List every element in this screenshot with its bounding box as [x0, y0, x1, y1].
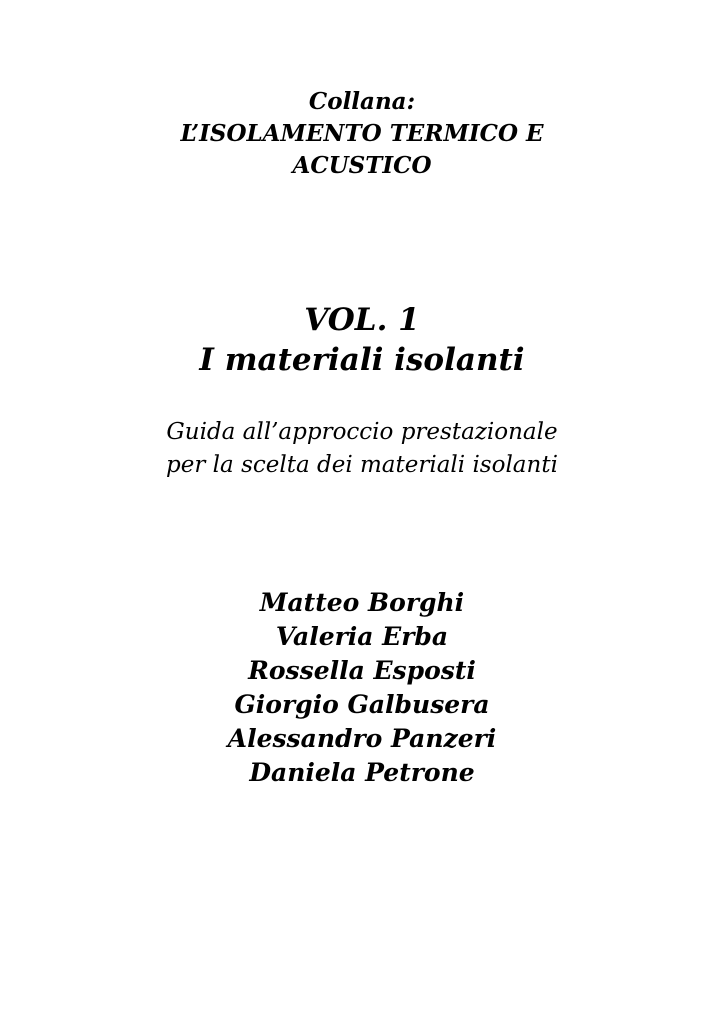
volume-title: I materiali isolanti	[199, 342, 525, 378]
author-name: Daniela Petrone	[249, 758, 475, 787]
subtitle-line-2: per la scelta dei materiali isolanti	[166, 452, 558, 478]
author-name: Matteo Borghi	[259, 588, 465, 617]
volume-heading	[0, 300, 724, 380]
volume-number: VOL. 1	[304, 302, 420, 338]
subtitle-line-1: Guida all’approccio prestazionale	[166, 419, 558, 445]
subtitle	[0, 416, 724, 482]
series-title-line-1: L’ISOLAMENTO TERMICO E	[180, 120, 544, 147]
author-name: Giorgio Galbusera	[234, 690, 490, 719]
author-list	[0, 586, 724, 790]
author-name: Alessandro Panzeri	[227, 724, 497, 753]
author-name: Valeria Erba	[275, 622, 449, 651]
series-header	[0, 86, 724, 182]
series-title-line-2: ACUSTICO	[292, 152, 432, 179]
series-label: Collana:	[308, 88, 416, 115]
author-name: Rossella Esposti	[248, 656, 476, 685]
